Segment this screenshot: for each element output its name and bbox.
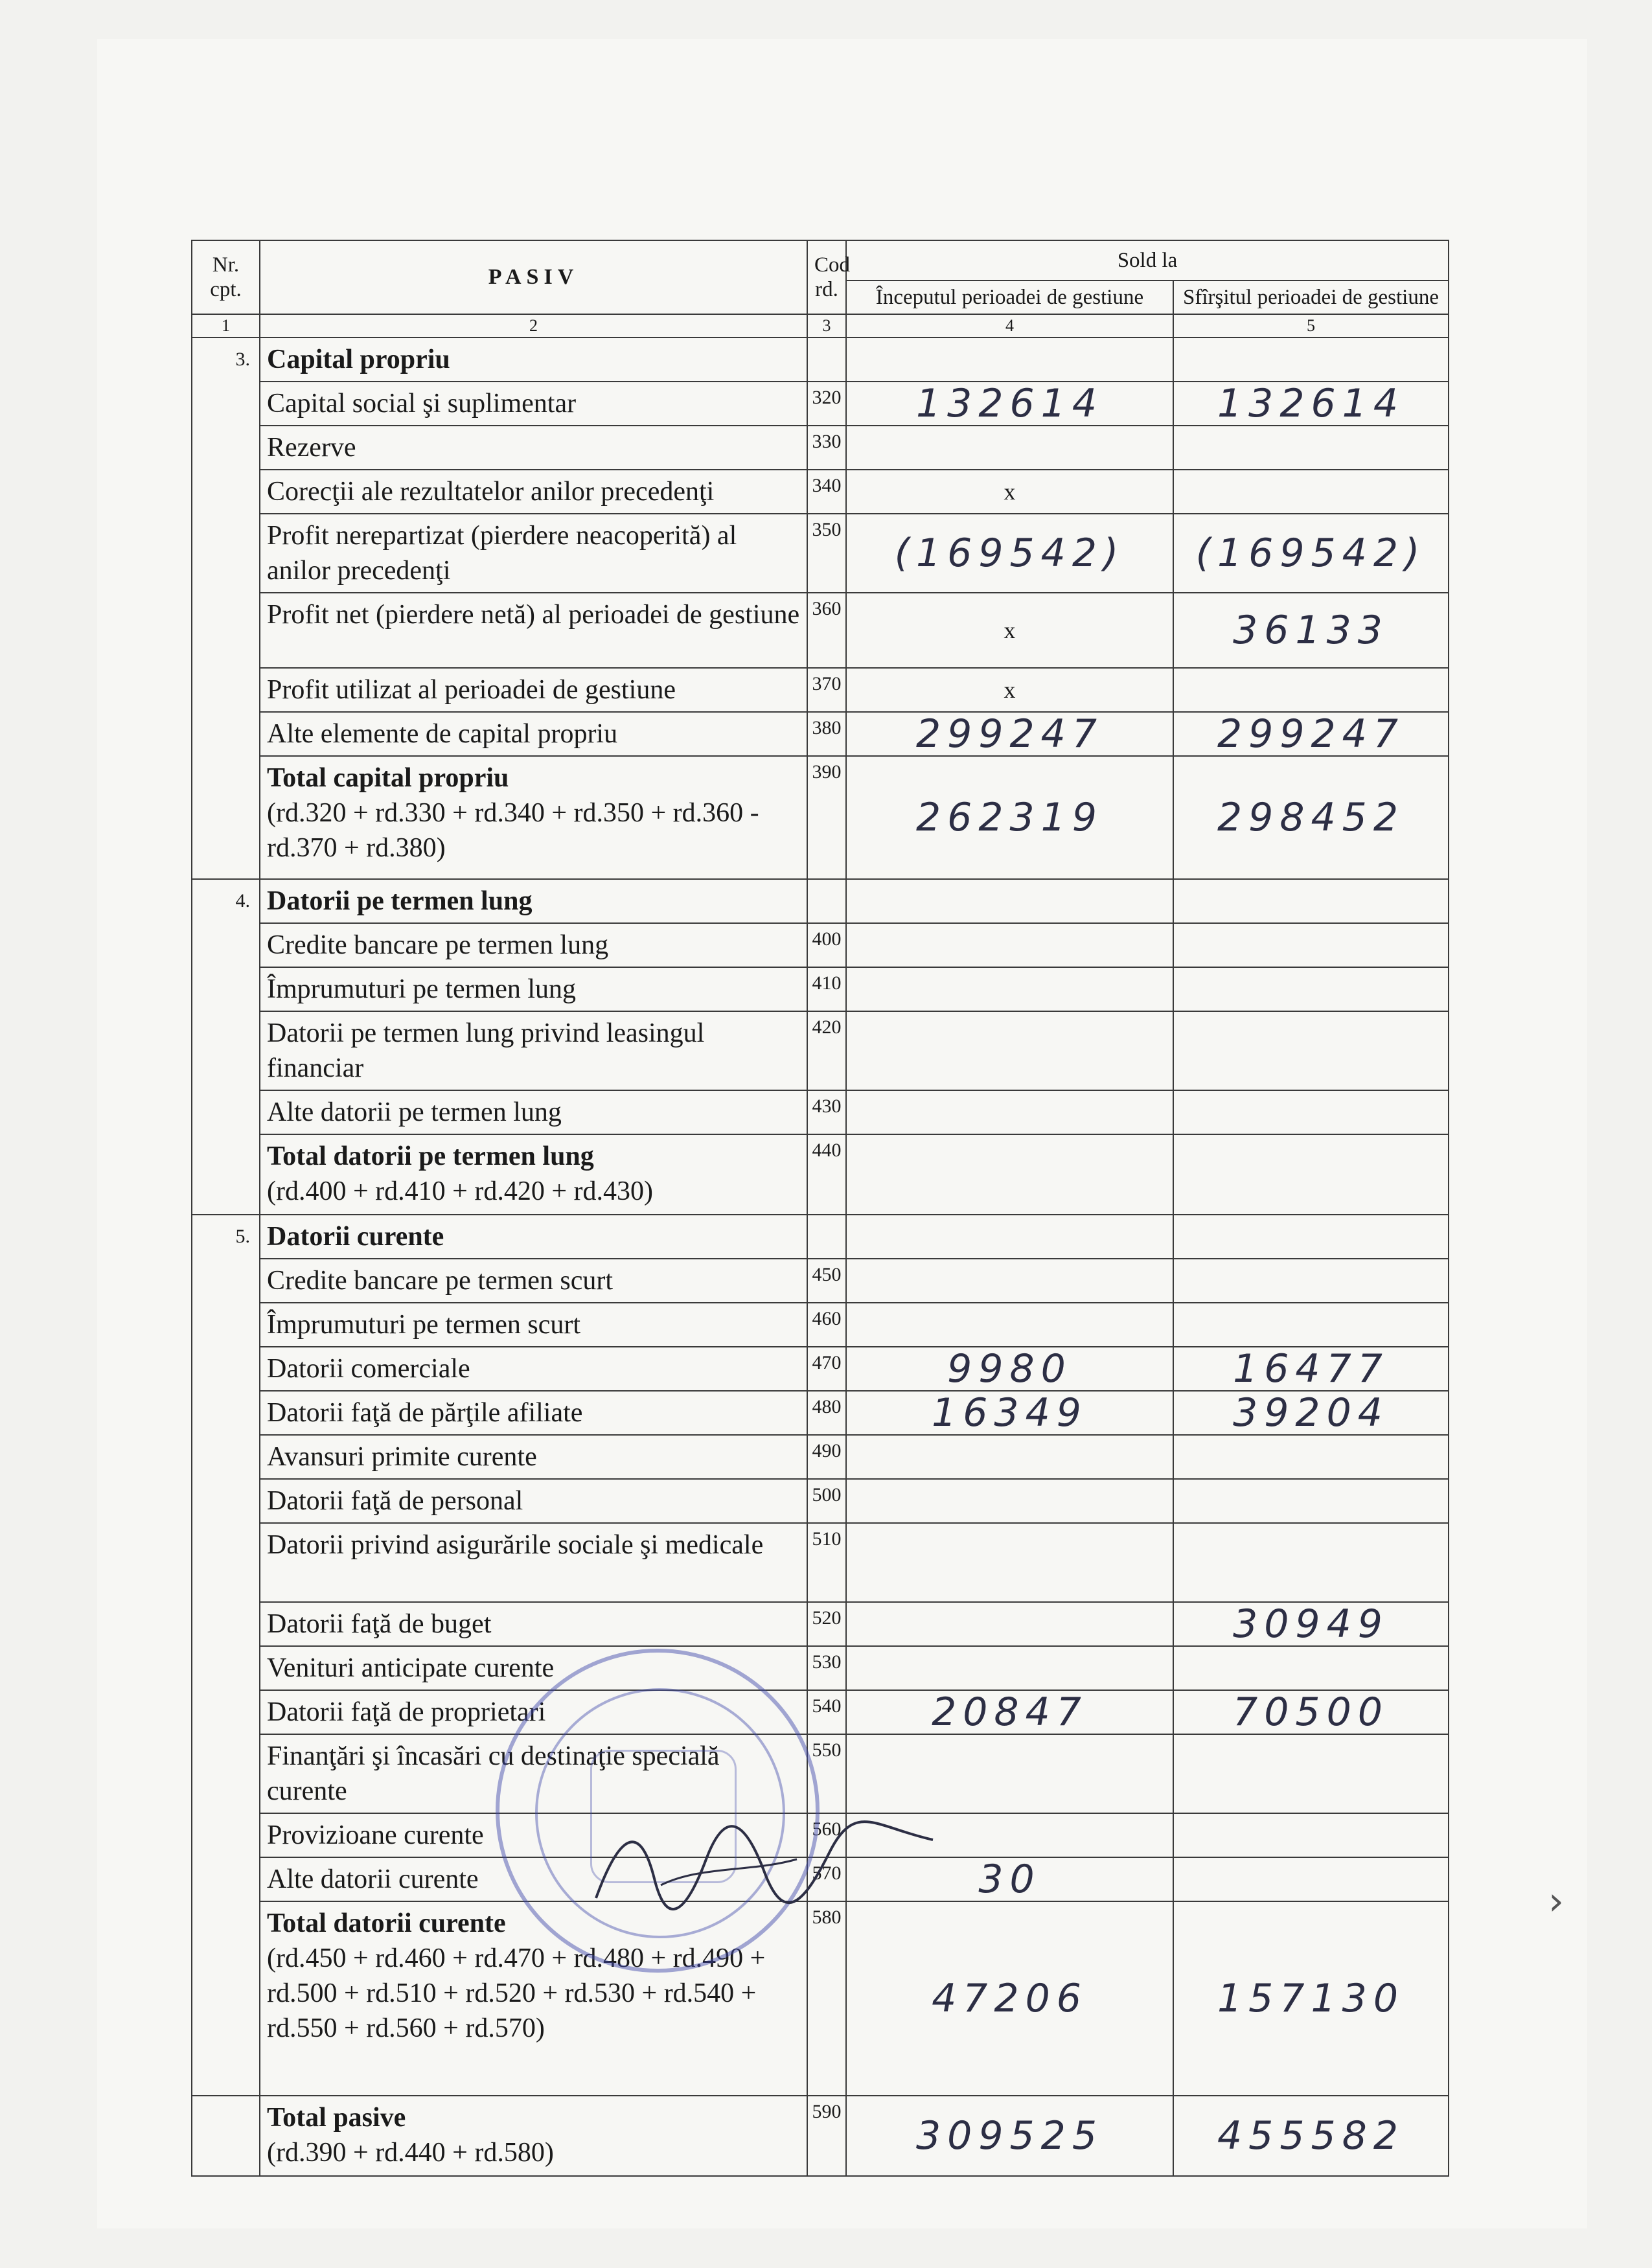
value-cell <box>846 1259 1173 1303</box>
value-cell <box>846 1602 1173 1646</box>
cod-cell: 530 <box>807 1646 846 1690</box>
value-cell <box>1173 668 1449 712</box>
value-cell <box>846 1303 1173 1347</box>
cod-cell: 400 <box>807 923 846 967</box>
row-label: Profit utilizat al perioadei de gestiune <box>260 668 807 712</box>
value-cell <box>1173 1813 1449 1857</box>
value-cell: 30 <box>846 1857 1173 1901</box>
value-cell: x <box>846 593 1173 668</box>
value-cell: (169542) <box>846 514 1173 593</box>
value-cell: 47206 <box>846 1901 1173 2096</box>
value-cell <box>1173 338 1449 382</box>
cod-cell: 420 <box>807 1011 846 1090</box>
value-cell: 70500 <box>1173 1690 1449 1734</box>
row-label: Profit net (pierdere netă) al perioadei de gestiune <box>260 593 807 668</box>
table-row <box>192 668 1449 712</box>
value-cell <box>846 1011 1173 1090</box>
value-cell: 309525 <box>846 2096 1173 2176</box>
col-number: 3 <box>807 314 846 338</box>
cod-cell: 570 <box>807 1857 846 1901</box>
value-cell: 16477 <box>1173 1347 1449 1391</box>
cod-cell: 430 <box>807 1090 846 1134</box>
value-cell: 30949 <box>1173 1602 1449 1646</box>
row-label: Împrumuturi pe termen lung <box>260 967 807 1011</box>
row-label: Datorii privind asigurările sociale şi medicale <box>260 1523 807 1602</box>
header-pasiv: PASIV <box>260 240 807 314</box>
value-cell: (169542) <box>1173 514 1449 593</box>
value-cell: x <box>846 668 1173 712</box>
value-cell <box>1173 1215 1449 1259</box>
value-cell <box>1173 1303 1449 1347</box>
section-number: 4. <box>192 879 260 1215</box>
value-cell <box>846 338 1173 382</box>
row-label: Datorii faţă de proprietari <box>260 1690 807 1734</box>
value-cell <box>1173 1857 1449 1901</box>
cod-cell: 410 <box>807 967 846 1011</box>
value-cell: 16349 <box>846 1391 1173 1435</box>
cod-cell: 380 <box>807 712 846 756</box>
total-title: Total datorii curente <box>267 1908 506 1938</box>
header-sfirsit: Sfîrşitul perioadei de gestiune <box>1173 281 1449 314</box>
row-label: Datorii comerciale <box>260 1347 807 1391</box>
cod-cell: 510 <box>807 1523 846 1602</box>
row-label: Finanţări şi încasări cu destinaţie specială curente <box>260 1734 807 1813</box>
value-cell <box>1173 1646 1449 1690</box>
value-cell <box>846 1646 1173 1690</box>
value-cell <box>846 426 1173 470</box>
value-cell <box>1173 1435 1449 1479</box>
table-row <box>192 1259 1449 1303</box>
total-row <box>192 1134 1449 1215</box>
total-label <box>260 756 807 879</box>
value-cell <box>1173 1479 1449 1523</box>
table-row <box>192 382 1449 426</box>
grand-total-row <box>192 2096 1449 2176</box>
row-label: Alte datorii pe termen lung <box>260 1090 807 1134</box>
table-row <box>192 923 1449 967</box>
cod-cell <box>807 1215 846 1259</box>
section-number: 3. <box>192 338 260 879</box>
value-cell <box>1173 426 1449 470</box>
cod-cell: 460 <box>807 1303 846 1347</box>
value-cell <box>1173 1734 1449 1813</box>
value-cell <box>846 1523 1173 1602</box>
value-cell: 157130 <box>1173 1901 1449 2096</box>
value-cell: 132614 <box>846 382 1173 426</box>
cod-cell: 440 <box>807 1134 846 1215</box>
total-title: Total datorii pe termen lung <box>267 1141 594 1171</box>
section-row <box>192 879 1449 923</box>
cod-cell: 390 <box>807 756 846 879</box>
row-label: Corecţii ale rezultatelor anilor precedenţi <box>260 470 807 514</box>
value-cell: 455582 <box>1173 2096 1449 2176</box>
row-label: Datorii faţă de personal <box>260 1479 807 1523</box>
total-formula: (rd.390 + rd.440 + rd.580) <box>267 2138 554 2168</box>
table-row <box>192 1690 1449 1734</box>
cod-cell: 450 <box>807 1259 846 1303</box>
cod-cell: 470 <box>807 1347 846 1391</box>
value-cell <box>1173 1134 1449 1215</box>
table-row <box>192 1479 1449 1523</box>
row-label: Alte elemente de capital propriu <box>260 712 807 756</box>
value-cell: 262319 <box>846 756 1173 879</box>
section-number <box>192 2096 260 2176</box>
total-title: Total capital propriu <box>267 763 509 793</box>
value-cell <box>1173 1523 1449 1602</box>
margin-mark: › <box>1548 1879 1564 1924</box>
value-cell <box>1173 967 1449 1011</box>
table-row <box>192 712 1449 756</box>
value-cell: 39204 <box>1173 1391 1449 1435</box>
value-cell <box>846 1090 1173 1134</box>
col-number: 4 <box>846 314 1173 338</box>
value-cell <box>1173 1090 1449 1134</box>
table-row <box>192 1303 1449 1347</box>
value-cell: 299247 <box>846 712 1173 756</box>
value-cell: 36133 <box>1173 593 1449 668</box>
total-row <box>192 756 1449 879</box>
header-cod: Cod rd. <box>807 240 846 314</box>
section-title: Datorii pe termen lung <box>260 879 807 923</box>
row-label: Credite bancare pe termen lung <box>260 923 807 967</box>
value-cell <box>846 1134 1173 1215</box>
total-formula: (rd.400 + rd.410 + rd.420 + rd.430) <box>267 1176 653 1206</box>
section-row <box>192 1215 1449 1259</box>
row-label: Datorii faţă de buget <box>260 1602 807 1646</box>
value-cell <box>1173 923 1449 967</box>
cod-cell: 500 <box>807 1479 846 1523</box>
table-row <box>192 1602 1449 1646</box>
row-label: Avansuri primite curente <box>260 1435 807 1479</box>
cod-cell: 340 <box>807 470 846 514</box>
cod-cell: 370 <box>807 668 846 712</box>
table-row <box>192 1347 1449 1391</box>
table-row <box>192 1391 1449 1435</box>
total-row <box>192 1901 1449 2096</box>
header-inceput: Începutul perioadei de gestiune <box>846 281 1173 314</box>
table-row <box>192 1646 1449 1690</box>
value-cell <box>846 1479 1173 1523</box>
header-sold-la: Sold la <box>846 240 1449 281</box>
value-cell <box>1173 879 1449 923</box>
value-cell: 299247 <box>1173 712 1449 756</box>
value-cell: 298452 <box>1173 756 1449 879</box>
row-label: Împrumuturi pe termen scurt <box>260 1303 807 1347</box>
row-label: Datorii faţă de părţile afiliate <box>260 1391 807 1435</box>
table-row <box>192 967 1449 1011</box>
value-cell <box>846 923 1173 967</box>
value-cell: 132614 <box>1173 382 1449 426</box>
cod-cell: 350 <box>807 514 846 593</box>
cod-cell: 590 <box>807 2096 846 2176</box>
cod-cell: 520 <box>807 1602 846 1646</box>
table-row <box>192 1523 1449 1602</box>
value-cell <box>846 967 1173 1011</box>
col-number: 5 <box>1173 314 1449 338</box>
table-row <box>192 1435 1449 1479</box>
total-title: Total pasive <box>267 2103 406 2133</box>
value-cell <box>846 879 1173 923</box>
header-nr: Nr. cpt. <box>192 240 260 314</box>
cod-cell: 490 <box>807 1435 846 1479</box>
row-label: Provizioane curente <box>260 1813 807 1857</box>
cod-cell <box>807 879 846 923</box>
table-row <box>192 1090 1449 1134</box>
col-number: 2 <box>260 314 807 338</box>
section-title: Datorii curente <box>260 1215 807 1259</box>
col-number: 1 <box>192 314 260 338</box>
table-row <box>192 426 1449 470</box>
value-cell: x <box>846 470 1173 514</box>
cod-cell: 320 <box>807 382 846 426</box>
table-row <box>192 470 1449 514</box>
row-label: Rezerve <box>260 426 807 470</box>
cod-cell: 580 <box>807 1901 846 2096</box>
value-cell <box>1173 470 1449 514</box>
cod-cell: 550 <box>807 1734 846 1813</box>
total-formula: (rd.450 + rd.460 + rd.470 + rd.480 + rd.490 + rd.500 + rd.510 + rd.520 + rd.530 + rd.540 + rd.550 + rd.560 + rd.570) <box>267 1943 766 2043</box>
total-label <box>260 1134 807 1215</box>
value-cell <box>846 1215 1173 1259</box>
signature <box>583 1801 946 1930</box>
section-row <box>192 338 1449 382</box>
table-row <box>192 514 1449 593</box>
table-row <box>192 1011 1449 1090</box>
cod-cell <box>807 338 846 382</box>
value-cell: 20847 <box>846 1690 1173 1734</box>
cod-cell: 480 <box>807 1391 846 1435</box>
cod-cell: 330 <box>807 426 846 470</box>
table-row <box>192 593 1449 668</box>
value-cell: 9980 <box>846 1347 1173 1391</box>
total-formula: (rd.320 + rd.330 + rd.340 + rd.350 + rd.360 - rd.370 + rd.380) <box>267 798 759 863</box>
row-label: Capital social şi suplimentar <box>260 382 807 426</box>
value-cell <box>1173 1259 1449 1303</box>
total-label <box>260 2096 807 2176</box>
row-label: Venituri anticipate curente <box>260 1646 807 1690</box>
cod-cell: 540 <box>807 1690 846 1734</box>
cod-cell: 360 <box>807 593 846 668</box>
cod-cell: 560 <box>807 1813 846 1857</box>
value-cell <box>846 1435 1173 1479</box>
row-label: Alte datorii curente <box>260 1857 807 1901</box>
value-cell <box>1173 1011 1449 1090</box>
section-number: 5. <box>192 1215 260 2096</box>
row-label: Profit nerepartizat (pierdere neacoperită) al anilor precedenţi <box>260 514 807 593</box>
section-title: Capital propriu <box>260 338 807 382</box>
row-label: Credite bancare pe termen scurt <box>260 1259 807 1303</box>
row-label: Datorii pe termen lung privind leasingul financiar <box>260 1011 807 1090</box>
